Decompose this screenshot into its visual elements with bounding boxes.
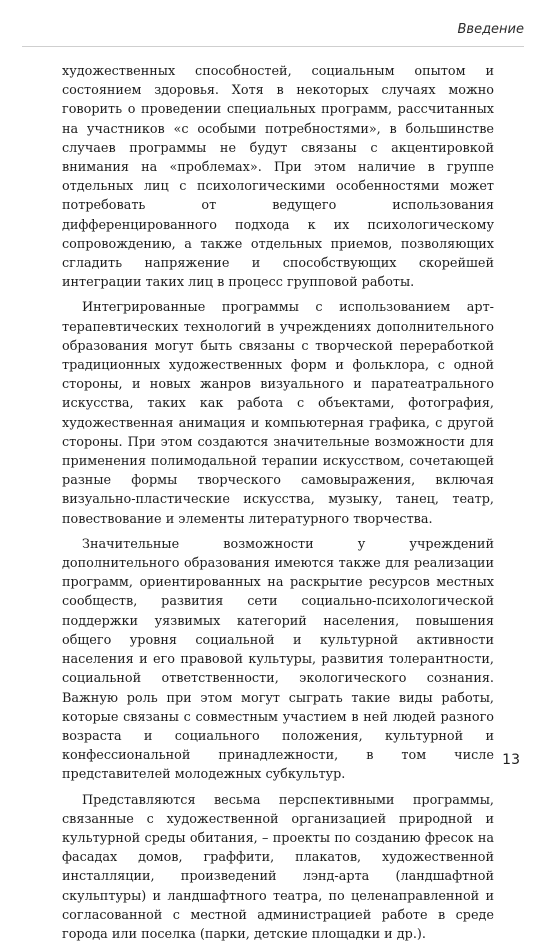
running-header: Введение <box>457 22 524 37</box>
paragraph-community-resources: Значительные возможности у учреждений дополнительного образования имеются также для реализации программ, ориентированных на раскрытие ресурсов местных сообществ, развития сети социально-психологической поддержки уязвимых категорий населения, повышения общего уровня социальной и культурной активности населения и его правовой культуры, развития толерантности, социальной ответственности, экологического сознания. Важную роль при этом могут сыграть такие виды работы, которые связаны с совместным участием в ней людей разного возраста и социального положения, культурной и конфессиональной принадлежности, в том числе представителей молодежных субкультур. <box>62 536 494 783</box>
paragraph-integrated-programs: Интегрированные программы с использованием арт-терапевтических технологий в учреждениях дополнительного образования могут быть связаны с творческой переработкой традиционных художественных форм и фольклора, с одной стороны, и новых жанров визуального и паратеатрального искусства, таких как работа с объектами, фотография, художественная анимация и компьютерная графика, с другой стороны. При этом создаются значительные возможности для применения полимодальной терапии искусством, сочетающей разные формы творческого самовыражения, включая визуально-пластические искусства, музыку, танец, театр, повествование и элементы литературного творчества. <box>62 300 494 527</box>
paragraph-continuation: художественных способностей, социальным опытом и состоянием здоровья. Хотя в некоторых случаях можно говорить о проведении специальных программ, рассчитанных на участников «с особыми потребностями», в большинстве случаев программы не будут связаны с акцентировкой внимания на «проблемах». При этом наличие в группе отдельных лиц с психологическими особенностями может потребовать от ведущего использования дифференцированного подхода к их психологическому сопровождению, а также отдельных приемов, позволяющих сгладить напряжение и способствующих скорейшей интеграции таких лиц в процесс групповой работы. <box>62 64 494 291</box>
page-number: 13 <box>502 752 520 768</box>
header-rule <box>22 46 524 47</box>
body-text <box>62 62 494 944</box>
paragraph-environment-projects: Представляются весьма перспективными программы, связанные с художественной организацией природной и культурной среды обитания, – проекты по созданию фресок на фасадах домов, граффити, плакатов, художественной инсталляции, произведений лэнд-арта (ландшафтной скульптуры) и ландшафтного театра, по целенаправленной и согласованной с местной администрацией работе в среде города или поселка (парки, детские площадки и др.). <box>62 792 494 942</box>
